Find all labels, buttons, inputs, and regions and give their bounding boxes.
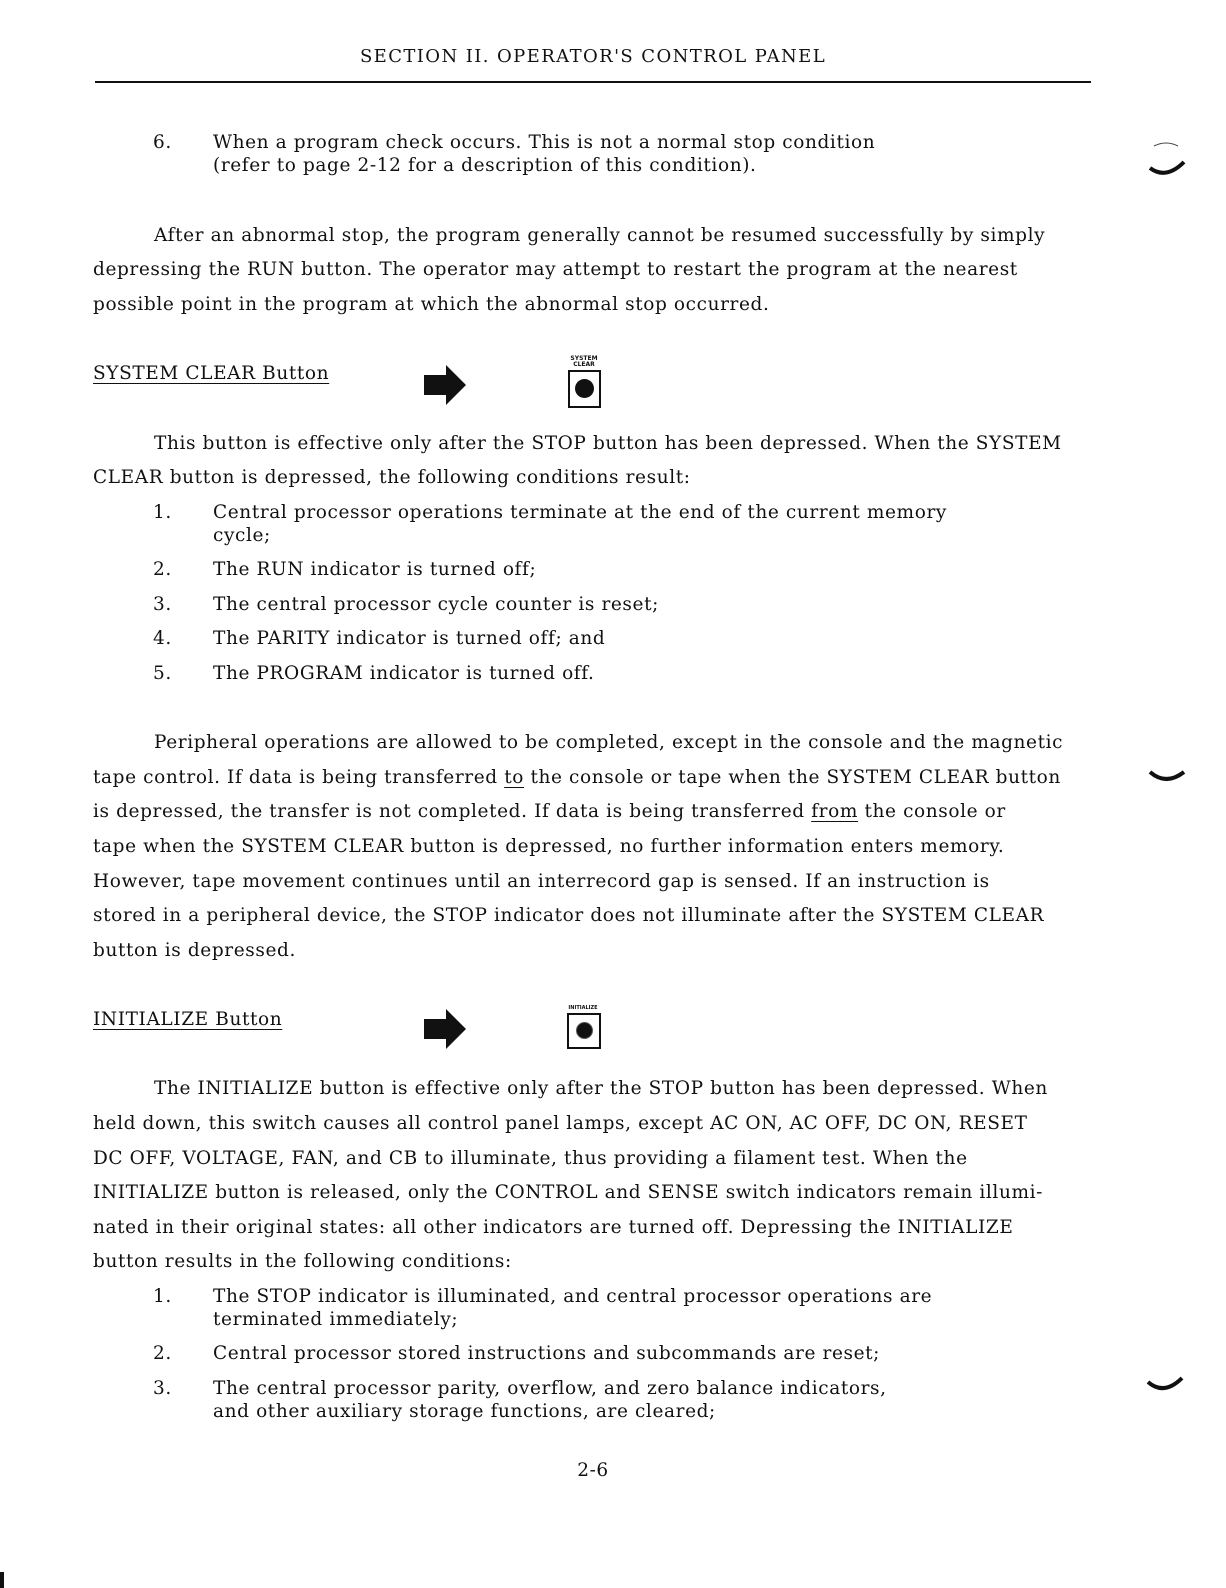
list-item: The central processor cycle counter is reset; <box>213 594 659 615</box>
text-run: tape control. If data is being transferred <box>93 767 505 788</box>
text-run: is depressed, the transfer is not completed. If data is being transferred <box>93 801 812 822</box>
page-header: SECTION II. OPERATOR'S CONTROL PANEL <box>359 46 827 67</box>
underlined-word: from <box>811 801 859 822</box>
list-item-number: 2. <box>153 559 172 580</box>
list-item: and other auxiliary storage functions, are cleared; <box>213 1401 716 1422</box>
binder-hole-icon <box>1146 1374 1186 1400</box>
paragraph-line: depressing the RUN button. The operator may attempt to restart the program at the nearest <box>93 259 1018 280</box>
list-item: Central processor stored instructions and subcommands are reset; <box>213 1343 881 1364</box>
paragraph-line: DC OFF, VOLTAGE, FAN, and CB to illuminate, thus providing a filament test. When the <box>93 1148 968 1169</box>
paragraph-line: However, tape movement continues until an interrecord gap is sensed. If an instruction is <box>93 871 990 892</box>
list-item: cycle; <box>213 525 271 546</box>
panel-label-line: CLEAR <box>573 361 595 368</box>
pointer-arrow-icon <box>424 365 468 405</box>
intro-item-line: (refer to page 2-12 for a description of this condition). <box>213 155 757 176</box>
list-item: The central processor parity, overflow, and zero balance indicators, <box>213 1378 887 1399</box>
list-item-number: 3. <box>153 594 172 615</box>
button-dot-icon <box>575 379 594 398</box>
initialize-panel-label: INITIALIZE <box>568 1005 598 1011</box>
paragraph-line: Peripheral operations are allowed to be completed, except in the console and the magnetic <box>154 732 1064 753</box>
paragraph-line: CLEAR button is depressed, the following conditions result: <box>93 467 691 488</box>
paragraph-line: possible point in the program at which the abnormal stop occurred. <box>93 294 770 315</box>
system-clear-heading: SYSTEM CLEAR Button <box>93 363 330 384</box>
paragraph-line: INITIALIZE button is released, only the CONTROL and SENSE switch indicators remain illumi- <box>93 1182 1043 1203</box>
text-run: the console or <box>858 801 1006 822</box>
list-item-number: 3. <box>153 1378 172 1399</box>
paragraph-line: The INITIALIZE button is effective only after the STOP button has been depressed. When <box>154 1078 1048 1099</box>
paragraph-line: This button is effective only after the STOP button has been depressed. When the SYSTEM <box>154 433 1062 454</box>
list-item: The RUN indicator is turned off; <box>213 559 537 580</box>
initialize-heading: INITIALIZE Button <box>93 1009 283 1030</box>
panel-label-line: SYSTEM <box>570 355 598 362</box>
list-item: The STOP indicator is illuminated, and central processor operations are <box>213 1286 933 1307</box>
system-clear-panel-label <box>566 356 602 368</box>
paragraph-line: After an abnormal stop, the program generally cannot be resumed successfully by simply <box>154 225 1046 246</box>
intro-item-line: When a program check occurs. This is not a normal stop condition <box>213 132 876 153</box>
list-item-number: 5. <box>153 663 172 684</box>
paragraph-line <box>93 801 1006 822</box>
intro-item-number: 6. <box>153 132 172 153</box>
page-number: 2-6 <box>577 1460 609 1481</box>
initialize-panel-button <box>567 1013 601 1049</box>
system-clear-panel-button <box>568 370 601 408</box>
list-item: Central processor operations terminate at the end of the current memory <box>213 502 947 523</box>
header-rule <box>95 81 1091 83</box>
paragraph-line: nated in their original states: all other indicators are turned off. Depressing the INITIALIZE <box>93 1217 1014 1238</box>
paragraph-line <box>93 767 1061 788</box>
list-item-number: 4. <box>153 628 172 649</box>
paragraph-line: button results in the following conditions: <box>93 1251 512 1272</box>
paragraph-line: held down, this switch causes all control panel lamps, except AC ON, AC OFF, DC ON, RESET <box>93 1113 1028 1134</box>
paragraph-line: tape when the SYSTEM CLEAR button is depressed, no further information enters memory. <box>93 836 1005 857</box>
binder-hole-icon <box>1148 766 1188 792</box>
pointer-arrow-icon <box>424 1009 468 1049</box>
list-item-number: 2. <box>153 1343 172 1364</box>
paragraph-line: stored in a peripheral device, the STOP indicator does not illuminate after the SYSTEM CLEAR <box>93 905 1045 926</box>
binder-hole-icon <box>1148 140 1188 180</box>
list-item: The PARITY indicator is turned off; and <box>213 628 606 649</box>
scan-edge-mark <box>0 1572 4 1588</box>
text-run: the console or tape when the SYSTEM CLEAR button <box>523 767 1061 788</box>
list-item: The PROGRAM indicator is turned off. <box>213 663 595 684</box>
paragraph-line: button is depressed. <box>93 940 296 961</box>
list-item: terminated immediately; <box>213 1309 459 1330</box>
list-item-number: 1. <box>153 502 172 523</box>
list-item-number: 1. <box>153 1286 172 1307</box>
button-dot-icon <box>576 1022 593 1039</box>
underlined-word: to <box>504 767 524 788</box>
